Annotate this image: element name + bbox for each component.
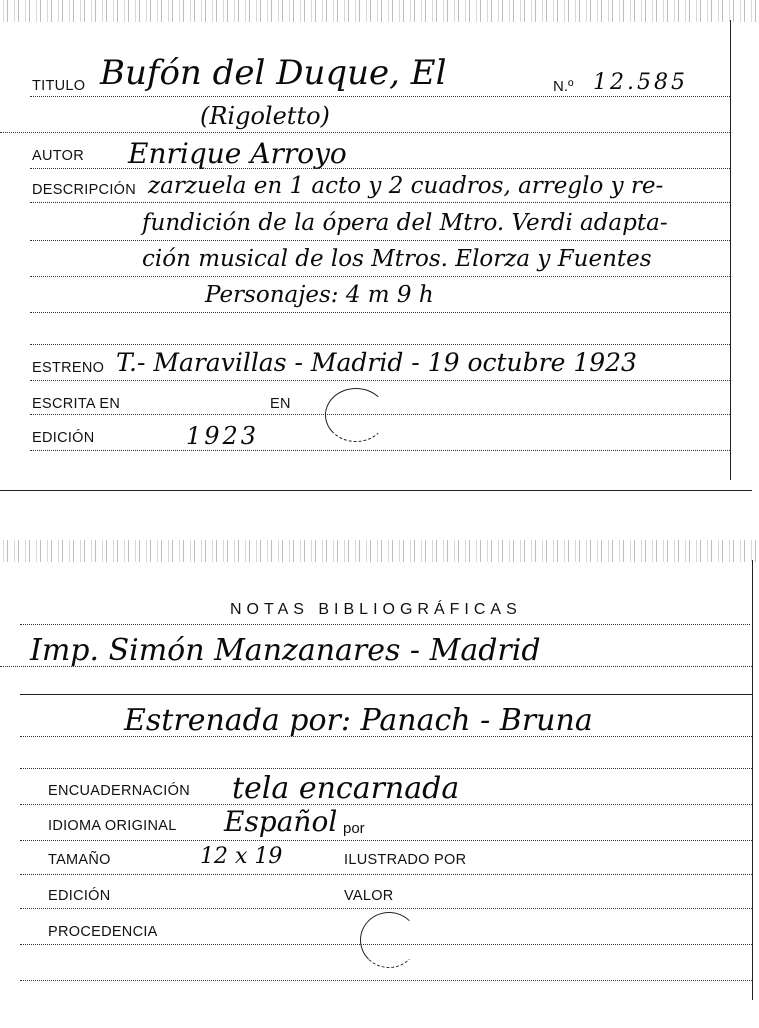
titulo-sub: (Rigoletto) — [200, 102, 330, 130]
edicion-value: 1923 — [186, 422, 260, 450]
tamano-label: TAMAÑO — [48, 852, 111, 868]
card-top-edge — [0, 540, 759, 562]
escrita-label: ESCRITA EN — [32, 396, 121, 412]
descripcion-line-2-rule — [30, 240, 730, 241]
catalog-card-front — [0, 0, 759, 495]
encuadernacion-value: tela encarnada — [232, 771, 460, 806]
card-right-border — [730, 20, 731, 480]
autor-label: AUTOR — [32, 148, 84, 164]
card-top-edge — [0, 0, 759, 22]
autor-line — [30, 168, 730, 169]
card-bottom-border — [0, 490, 752, 491]
idioma-label: IDIOMA ORIGINAL — [48, 818, 177, 834]
encuadernacion-line — [20, 804, 752, 805]
descripcion-line-4: Personajes: 4 m 9 h — [205, 282, 434, 308]
titulo-line — [30, 96, 730, 97]
nota-divider — [20, 694, 752, 695]
nota-2-line — [20, 736, 752, 737]
por-label: por — [343, 820, 365, 837]
procedencia-line — [20, 944, 752, 945]
blank-line — [30, 344, 730, 345]
valor-label: VALOR — [344, 888, 394, 904]
catalog-card-back — [0, 540, 759, 1028]
nota-2: Estrenada por: Panach - Bruna — [124, 703, 593, 738]
idioma-line — [20, 840, 752, 841]
procedencia-label: PROCEDENCIA — [48, 924, 158, 940]
ilustrado-label: ILUSTRADO POR — [344, 852, 467, 868]
estreno-line — [30, 380, 730, 381]
heading-line — [20, 624, 750, 625]
edicion-line — [30, 450, 730, 451]
stamp-circle-icon — [325, 388, 387, 442]
descripcion-line-3: ción musical de los Mtros. Elorza y Fuentes — [142, 246, 652, 272]
estreno-value: T.- Maravillas - Madrid - 19 octubre 1923 — [116, 348, 637, 377]
nota-1-line — [0, 666, 752, 667]
descripcion-line-4-rule — [30, 312, 730, 313]
descripcion-line-3-rule — [30, 276, 730, 277]
encuadernacion-label: ENCUADERNACIÓN — [48, 783, 190, 799]
titulo-value: Bufón del Duque, El — [100, 53, 447, 93]
stamp-circle-icon — [360, 912, 418, 968]
edicion-label: EDICIÓN — [32, 430, 95, 446]
blank-line — [20, 768, 752, 769]
tamano-line — [20, 874, 752, 875]
edicion-line — [20, 908, 752, 909]
titulo-label: TITULO — [32, 78, 86, 94]
bottom-line — [20, 980, 752, 981]
descripcion-label: DESCRIPCIÓN — [32, 182, 137, 198]
estreno-label: ESTRENO — [32, 360, 105, 376]
card-right-border — [752, 560, 753, 1000]
edicion-label: EDICIÓN — [48, 888, 111, 904]
descripcion-line-2: fundición de la ópera del Mtro. Verdi adapta- — [142, 210, 668, 236]
autor-value: Enrique Arroyo — [128, 137, 347, 170]
escrita-line — [30, 414, 730, 415]
nota-1: Imp. Simón Manzanares - Madrid — [30, 633, 541, 668]
notas-heading: NOTAS BIBLIOGRÁFICAS — [230, 601, 522, 618]
tamano-value: 12 x 19 — [200, 844, 283, 869]
line-2 — [0, 132, 730, 133]
descripcion-line-1-rule — [30, 202, 730, 203]
en-label: EN — [270, 396, 291, 412]
numero-value: 12.585 — [593, 70, 688, 95]
descripcion-line-1: zarzuela en 1 acto y 2 cuadros, arreglo y re- — [148, 173, 664, 199]
idioma-value: Español — [224, 805, 338, 838]
numero-label: N.º — [553, 78, 574, 95]
